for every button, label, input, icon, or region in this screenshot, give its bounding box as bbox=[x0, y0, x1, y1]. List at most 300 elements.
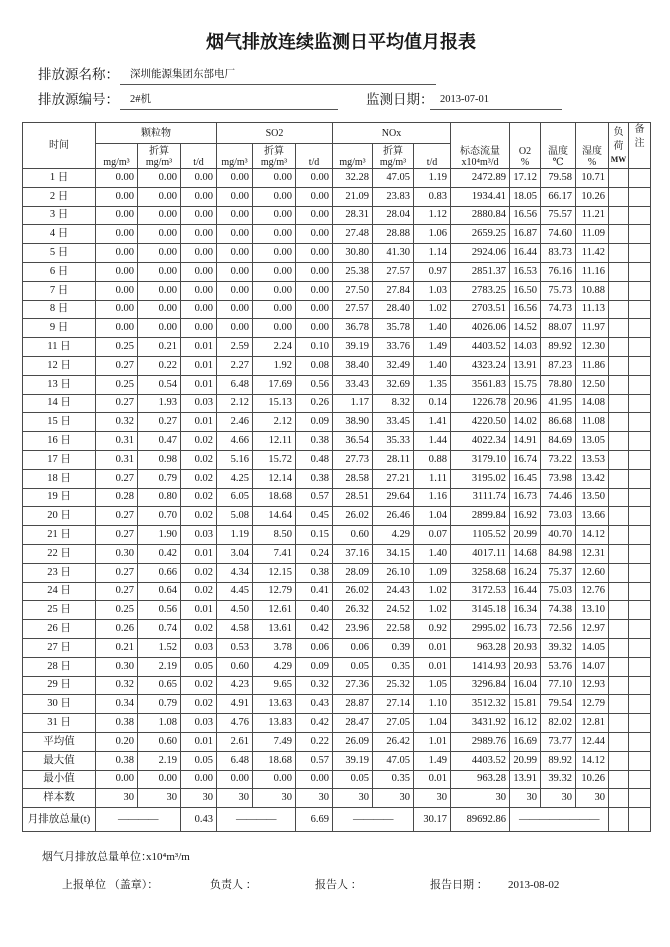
cell-particulate-converted: 1.08 bbox=[138, 714, 181, 733]
cell-particulate-converted: 0.27 bbox=[138, 413, 181, 432]
cell-so2-converted: 12.15 bbox=[253, 563, 296, 582]
row-label: 22 日 bbox=[23, 544, 96, 563]
cell-particulate-mg: 0.00 bbox=[96, 244, 138, 263]
cell-so2-converted: 7.49 bbox=[253, 732, 296, 751]
cell-temperature: 83.73 bbox=[541, 244, 576, 263]
cell-note bbox=[629, 714, 651, 733]
cell-nox-td: 1.11 bbox=[414, 469, 451, 488]
row-label: 8 日 bbox=[23, 300, 96, 319]
monitor-date-label: 监测日期： bbox=[366, 92, 434, 107]
cell-particulate-mg: 0.00 bbox=[96, 319, 138, 338]
cell-so2-mg: 5.16 bbox=[217, 450, 253, 469]
table-row bbox=[23, 300, 651, 319]
cell-nox-converted: 27.05 bbox=[373, 714, 414, 733]
header-nox-mg: mg/m³ bbox=[333, 144, 373, 169]
cell-nox-td: 1.19 bbox=[414, 169, 451, 188]
header-particulate: 颗粒物 bbox=[96, 123, 217, 144]
cell-load bbox=[609, 262, 629, 281]
row-label: 2 日 bbox=[23, 187, 96, 206]
cell-so2-converted: 2.12 bbox=[253, 413, 296, 432]
cell-so2-converted: 12.14 bbox=[253, 469, 296, 488]
cell-particulate-td: 0.01 bbox=[181, 544, 217, 563]
cell-nox-mg: 0.05 bbox=[333, 770, 373, 789]
cell-particulate-mg: 0.31 bbox=[96, 450, 138, 469]
cell-flow: 2924.06 bbox=[451, 244, 510, 263]
cell-temperature: 72.56 bbox=[541, 620, 576, 639]
cell-note bbox=[629, 676, 651, 695]
cell-particulate-converted: 0.64 bbox=[138, 582, 181, 601]
cell-humidity: 11.08 bbox=[576, 413, 609, 432]
cell-nox-mg: 38.90 bbox=[333, 413, 373, 432]
cell-nox-td: 1.02 bbox=[414, 582, 451, 601]
row-label: 最小值 bbox=[23, 770, 96, 789]
tail-dash: ———————— bbox=[510, 808, 609, 832]
cell-humidity: 12.93 bbox=[576, 676, 609, 695]
cell-flow: 3145.18 bbox=[451, 601, 510, 620]
cell-particulate-td: 0.00 bbox=[181, 244, 217, 263]
cell-particulate-mg: 0.30 bbox=[96, 657, 138, 676]
cell-particulate-mg: 30 bbox=[96, 789, 138, 808]
cell-flow: 3431.92 bbox=[451, 714, 510, 733]
cell-so2-mg: 30 bbox=[217, 789, 253, 808]
cell-load bbox=[609, 319, 629, 338]
cell-particulate-mg: 0.27 bbox=[96, 469, 138, 488]
cell-nox-td: 1.49 bbox=[414, 338, 451, 357]
monitor-date-value: 2013-07-01 bbox=[430, 91, 562, 110]
table-row bbox=[23, 714, 651, 733]
cell-load bbox=[609, 413, 629, 432]
cell-particulate-td: 0.03 bbox=[181, 714, 217, 733]
cell-o2: 20.93 bbox=[510, 657, 541, 676]
cell-particulate-td: 0.02 bbox=[181, 450, 217, 469]
cell-o2: 16.56 bbox=[510, 300, 541, 319]
cell-particulate-converted: 0.42 bbox=[138, 544, 181, 563]
cell-so2-mg: 2.46 bbox=[217, 413, 253, 432]
cell-particulate-td: 0.01 bbox=[181, 338, 217, 357]
header-temperature-label: 温度 bbox=[548, 146, 569, 157]
cell-particulate-mg: 0.25 bbox=[96, 375, 138, 394]
cell-so2-converted: 0.00 bbox=[253, 225, 296, 244]
cell-so2-mg: 4.76 bbox=[217, 714, 253, 733]
cell-load bbox=[609, 244, 629, 263]
cell-so2-td: 0.43 bbox=[296, 695, 333, 714]
cell-o2: 13.91 bbox=[510, 770, 541, 789]
cell-particulate-td: 0.03 bbox=[181, 638, 217, 657]
cell-temperature: 84.98 bbox=[541, 544, 576, 563]
cell-load bbox=[609, 695, 629, 714]
table-row bbox=[23, 225, 651, 244]
row-label: 月排放总量(t) bbox=[23, 808, 96, 832]
cell-so2-converted: 2.24 bbox=[253, 338, 296, 357]
header-humidity bbox=[576, 123, 609, 169]
cell-o2: 16.56 bbox=[510, 206, 541, 225]
cell-so2-converted: 13.83 bbox=[253, 714, 296, 733]
cell-so2-converted: 15.72 bbox=[253, 450, 296, 469]
cell-note bbox=[629, 338, 651, 357]
monthly-total-row bbox=[23, 808, 651, 832]
cell-particulate-converted: 2.19 bbox=[138, 751, 181, 770]
cell-so2-converted: 18.68 bbox=[253, 488, 296, 507]
cell-so2-converted: 0.00 bbox=[253, 244, 296, 263]
table-row bbox=[23, 582, 651, 601]
cell-flow: 2995.02 bbox=[451, 620, 510, 639]
cell-flow: 2783.25 bbox=[451, 281, 510, 300]
cell-so2-mg: 1.19 bbox=[217, 526, 253, 545]
cell-temperature: 73.22 bbox=[541, 450, 576, 469]
cell-o2: 16.04 bbox=[510, 676, 541, 695]
header-humidity-unit: % bbox=[587, 157, 597, 168]
cell-particulate-td: 0.01 bbox=[181, 375, 217, 394]
cell-o2: 20.99 bbox=[510, 751, 541, 770]
cell-so2-td: 0.26 bbox=[296, 394, 333, 413]
header-o2 bbox=[510, 123, 541, 169]
cell-temperature: 53.76 bbox=[541, 657, 576, 676]
cell-o2: 16.53 bbox=[510, 262, 541, 281]
cell-nox-converted: 24.43 bbox=[373, 582, 414, 601]
cell-so2-mg: 0.00 bbox=[217, 244, 253, 263]
cell-nox-converted: 8.32 bbox=[373, 394, 414, 413]
cell-so2-td: 0.42 bbox=[296, 714, 333, 733]
cell-temperature: 78.80 bbox=[541, 375, 576, 394]
table-header bbox=[23, 123, 651, 169]
cell-particulate-td: 0.00 bbox=[181, 770, 217, 789]
cell-temperature: 73.03 bbox=[541, 507, 576, 526]
cell-so2-mg: 0.00 bbox=[217, 319, 253, 338]
cell-so2-converted: 8.50 bbox=[253, 526, 296, 545]
cell-nox-mg: 28.51 bbox=[333, 488, 373, 507]
cell-so2-converted: 0.00 bbox=[253, 187, 296, 206]
cell-temperature: 75.73 bbox=[541, 281, 576, 300]
cell-nox-converted: 23.83 bbox=[373, 187, 414, 206]
cell-particulate-converted: 1.52 bbox=[138, 638, 181, 657]
header-particulate-td: t/d bbox=[181, 144, 217, 169]
table-row bbox=[23, 488, 651, 507]
cell-temperature: 74.73 bbox=[541, 300, 576, 319]
header-particulate-mg: mg/m³ bbox=[96, 144, 138, 169]
cell-temperature: 86.68 bbox=[541, 413, 576, 432]
cell-humidity: 12.60 bbox=[576, 563, 609, 582]
cell-o2: 15.81 bbox=[510, 695, 541, 714]
cell-particulate-converted: 0.21 bbox=[138, 338, 181, 357]
cell-so2-mg: 4.58 bbox=[217, 620, 253, 639]
header-so2: SO2 bbox=[217, 123, 333, 144]
table-row bbox=[23, 206, 651, 225]
cell-nox-converted: 47.05 bbox=[373, 751, 414, 770]
cell-nox-td: 1.41 bbox=[414, 413, 451, 432]
row-label: 19 日 bbox=[23, 488, 96, 507]
cell-o2: 13.91 bbox=[510, 356, 541, 375]
cell-flow: 2880.84 bbox=[451, 206, 510, 225]
row-label: 4 日 bbox=[23, 225, 96, 244]
cell-o2: 16.87 bbox=[510, 225, 541, 244]
cell-note bbox=[629, 526, 651, 545]
cell-nox-mg: 26.09 bbox=[333, 732, 373, 751]
cell-nox-td: 1.02 bbox=[414, 601, 451, 620]
cell-so2-td: 0.09 bbox=[296, 657, 333, 676]
cell-o2: 16.73 bbox=[510, 488, 541, 507]
cell-nox-mg: 27.57 bbox=[333, 300, 373, 319]
cell-nox-mg: 27.73 bbox=[333, 450, 373, 469]
cell-particulate-td: 0.00 bbox=[181, 187, 217, 206]
header-time: 时间 bbox=[23, 123, 96, 169]
cell-note bbox=[629, 244, 651, 263]
cell-note bbox=[629, 187, 651, 206]
cell-note bbox=[629, 225, 651, 244]
row-label: 24 日 bbox=[23, 582, 96, 601]
cell-so2-converted: 1.92 bbox=[253, 356, 296, 375]
cell-so2-mg: 4.25 bbox=[217, 469, 253, 488]
cell-load bbox=[609, 714, 629, 733]
cell-flow: 4022.34 bbox=[451, 432, 510, 451]
header-load bbox=[609, 123, 629, 169]
cell-nox-td: 1.12 bbox=[414, 206, 451, 225]
row-label: 27 日 bbox=[23, 638, 96, 657]
cell-humidity: 13.05 bbox=[576, 432, 609, 451]
cell-note bbox=[629, 394, 651, 413]
cell-temperature: 74.38 bbox=[541, 601, 576, 620]
cell-note bbox=[629, 808, 651, 832]
cell-so2-td: 0.10 bbox=[296, 338, 333, 357]
cell-temperature: 87.23 bbox=[541, 356, 576, 375]
cell-o2: 16.44 bbox=[510, 582, 541, 601]
cell-particulate-td: 0.00 bbox=[181, 281, 217, 300]
cell-so2-mg: 0.00 bbox=[217, 262, 253, 281]
cell-flow: 3296.84 bbox=[451, 676, 510, 695]
cell-humidity: 13.42 bbox=[576, 469, 609, 488]
cell-load bbox=[609, 281, 629, 300]
row-label: 5 日 bbox=[23, 244, 96, 263]
row-label: 23 日 bbox=[23, 563, 96, 582]
flow-total: 89692.86 bbox=[451, 808, 510, 832]
cell-temperature: 82.02 bbox=[541, 714, 576, 733]
cell-particulate-mg: 0.34 bbox=[96, 695, 138, 714]
cell-so2-td: 0.00 bbox=[296, 225, 333, 244]
cell-note bbox=[629, 450, 651, 469]
cell-flow: 1934.41 bbox=[451, 187, 510, 206]
cell-nox-td: 1.02 bbox=[414, 300, 451, 319]
table-row bbox=[23, 187, 651, 206]
cell-particulate-converted: 0.98 bbox=[138, 450, 181, 469]
cell-humidity: 10.71 bbox=[576, 169, 609, 188]
header-so2-mg: mg/m³ bbox=[217, 144, 253, 169]
cell-nox-mg: 28.58 bbox=[333, 469, 373, 488]
cell-nox-mg: 28.31 bbox=[333, 206, 373, 225]
cell-particulate-converted: 0.00 bbox=[138, 281, 181, 300]
cell-particulate-td: 0.02 bbox=[181, 695, 217, 714]
cell-nox-td: 0.07 bbox=[414, 526, 451, 545]
cell-so2-converted: 17.69 bbox=[253, 375, 296, 394]
cell-nox-converted: 47.05 bbox=[373, 169, 414, 188]
cell-flow: 1105.52 bbox=[451, 526, 510, 545]
cell-load bbox=[609, 582, 629, 601]
cell-so2-td: 0.09 bbox=[296, 413, 333, 432]
table-row bbox=[23, 676, 651, 695]
cell-nox-converted: 26.42 bbox=[373, 732, 414, 751]
cell-load bbox=[609, 676, 629, 695]
cell-nox-mg: 26.32 bbox=[333, 601, 373, 620]
cell-particulate-td: 0.02 bbox=[181, 563, 217, 582]
cell-nox-converted: 26.46 bbox=[373, 507, 414, 526]
cell-load bbox=[609, 526, 629, 545]
cell-so2-mg: 2.12 bbox=[217, 394, 253, 413]
cell-particulate-mg: 0.00 bbox=[96, 169, 138, 188]
table-row bbox=[23, 319, 651, 338]
cell-particulate-converted: 0.00 bbox=[138, 262, 181, 281]
cell-so2-mg: 2.27 bbox=[217, 356, 253, 375]
cell-o2: 14.52 bbox=[510, 319, 541, 338]
row-label: 1 日 bbox=[23, 169, 96, 188]
cell-humidity: 12.97 bbox=[576, 620, 609, 639]
cell-nox-converted: 33.45 bbox=[373, 413, 414, 432]
cell-o2: 14.91 bbox=[510, 432, 541, 451]
cell-note bbox=[629, 657, 651, 676]
cell-load bbox=[609, 432, 629, 451]
cell-humidity: 12.44 bbox=[576, 732, 609, 751]
cell-nox-converted: 0.35 bbox=[373, 770, 414, 789]
cell-humidity: 10.26 bbox=[576, 187, 609, 206]
total-unit-value: x10⁴m³/m bbox=[146, 851, 190, 863]
cell-load bbox=[609, 808, 629, 832]
cell-so2-mg: 0.00 bbox=[217, 206, 253, 225]
stats-row bbox=[23, 789, 651, 808]
cell-flow: 2851.37 bbox=[451, 262, 510, 281]
header-converted-unit: mg/m³ bbox=[260, 157, 288, 168]
cell-so2-converted: 15.13 bbox=[253, 394, 296, 413]
table-row bbox=[23, 507, 651, 526]
table-row bbox=[23, 620, 651, 639]
cell-so2-mg: 0.53 bbox=[217, 638, 253, 657]
cell-humidity: 12.50 bbox=[576, 375, 609, 394]
cell-flow: 2472.89 bbox=[451, 169, 510, 188]
cell-note bbox=[629, 356, 651, 375]
cell-particulate-converted: 2.19 bbox=[138, 657, 181, 676]
cell-load bbox=[609, 563, 629, 582]
cell-so2-converted: 0.00 bbox=[253, 300, 296, 319]
cell-humidity: 11.21 bbox=[576, 206, 609, 225]
cell-so2-mg: 0.00 bbox=[217, 169, 253, 188]
cell-note bbox=[629, 789, 651, 808]
cell-particulate-mg: 0.00 bbox=[96, 206, 138, 225]
cell-particulate-mg: 0.00 bbox=[96, 187, 138, 206]
cell-so2-td: 0.57 bbox=[296, 751, 333, 770]
cell-so2-td: 0.06 bbox=[296, 638, 333, 657]
cell-particulate-td: 0.02 bbox=[181, 488, 217, 507]
cell-o2: 16.12 bbox=[510, 714, 541, 733]
cell-so2-mg: 3.04 bbox=[217, 544, 253, 563]
cell-nox-mg: 23.96 bbox=[333, 620, 373, 639]
cell-particulate-mg: 0.27 bbox=[96, 507, 138, 526]
cell-so2-mg: 0.00 bbox=[217, 300, 253, 319]
cell-so2-td: 0.00 bbox=[296, 169, 333, 188]
cell-o2: 14.03 bbox=[510, 338, 541, 357]
table-row bbox=[23, 375, 651, 394]
cell-so2-converted: 3.78 bbox=[253, 638, 296, 657]
cell-load bbox=[609, 620, 629, 639]
cell-temperature: 74.60 bbox=[541, 225, 576, 244]
cell-particulate-td: 0.00 bbox=[181, 262, 217, 281]
cell-so2-td: 0.00 bbox=[296, 281, 333, 300]
source-id-value: 2#机 bbox=[120, 91, 338, 110]
cell-humidity: 13.66 bbox=[576, 507, 609, 526]
cell-particulate-td: 0.00 bbox=[181, 319, 217, 338]
cell-humidity: 12.81 bbox=[576, 714, 609, 733]
so2-total-dash: ———— bbox=[217, 808, 296, 832]
cell-particulate-converted: 0.00 bbox=[138, 244, 181, 263]
cell-nox-mg: 28.87 bbox=[333, 695, 373, 714]
cell-particulate-mg: 0.00 bbox=[96, 225, 138, 244]
cell-o2: 16.50 bbox=[510, 281, 541, 300]
cell-so2-mg: 6.05 bbox=[217, 488, 253, 507]
cell-flow: 2659.25 bbox=[451, 225, 510, 244]
cell-so2-mg: 0.00 bbox=[217, 225, 253, 244]
cell-particulate-td: 0.02 bbox=[181, 582, 217, 601]
cell-particulate-td: 0.02 bbox=[181, 620, 217, 639]
cell-flow: 30 bbox=[451, 789, 510, 808]
cell-nox-converted: 27.84 bbox=[373, 281, 414, 300]
header-flow-label: 标态流量 bbox=[460, 146, 501, 157]
cell-so2-td: 0.24 bbox=[296, 544, 333, 563]
cell-o2: 16.74 bbox=[510, 450, 541, 469]
cell-nox-td: 0.88 bbox=[414, 450, 451, 469]
cell-o2: 30 bbox=[510, 789, 541, 808]
cell-so2-converted: 0.00 bbox=[253, 770, 296, 789]
cell-particulate-td: 0.01 bbox=[181, 732, 217, 751]
cell-particulate-converted: 0.79 bbox=[138, 469, 181, 488]
cell-so2-mg: 6.48 bbox=[217, 751, 253, 770]
cell-particulate-td: 30 bbox=[181, 789, 217, 808]
header-nox-converted bbox=[373, 144, 414, 169]
cell-flow: 2899.84 bbox=[451, 507, 510, 526]
cell-so2-converted: 12.11 bbox=[253, 432, 296, 451]
cell-so2-mg: 2.59 bbox=[217, 338, 253, 357]
cell-so2-mg: 6.48 bbox=[217, 375, 253, 394]
cell-flow: 963.28 bbox=[451, 770, 510, 789]
header-note bbox=[629, 123, 651, 169]
cell-humidity: 12.31 bbox=[576, 544, 609, 563]
row-label: 平均值 bbox=[23, 732, 96, 751]
cell-nox-converted: 27.57 bbox=[373, 262, 414, 281]
cell-particulate-mg: 0.25 bbox=[96, 338, 138, 357]
cell-nox-mg: 26.02 bbox=[333, 507, 373, 526]
cell-flow: 3561.83 bbox=[451, 375, 510, 394]
cell-flow: 2703.51 bbox=[451, 300, 510, 319]
row-label: 28 日 bbox=[23, 657, 96, 676]
cell-load bbox=[609, 488, 629, 507]
cell-humidity: 13.53 bbox=[576, 450, 609, 469]
cell-nox-td: 30 bbox=[414, 789, 451, 808]
cell-load bbox=[609, 187, 629, 206]
cell-nox-td: 1.09 bbox=[414, 563, 451, 582]
header-humidity-label: 湿度 bbox=[582, 146, 603, 157]
cell-note bbox=[629, 563, 651, 582]
cell-so2-mg: 4.45 bbox=[217, 582, 253, 601]
cell-so2-converted: 0.00 bbox=[253, 169, 296, 188]
cell-particulate-td: 0.02 bbox=[181, 507, 217, 526]
table-row bbox=[23, 262, 651, 281]
cell-particulate-mg: 0.32 bbox=[96, 676, 138, 695]
cell-load bbox=[609, 300, 629, 319]
cell-o2: 20.93 bbox=[510, 638, 541, 657]
cell-particulate-converted: 0.00 bbox=[138, 187, 181, 206]
cell-so2-td: 0.15 bbox=[296, 526, 333, 545]
header-row-groups bbox=[23, 123, 651, 144]
cell-nox-td: 0.92 bbox=[414, 620, 451, 639]
header-converted-label: 折算 bbox=[383, 146, 404, 157]
cell-flow: 4026.06 bbox=[451, 319, 510, 338]
cell-load bbox=[609, 169, 629, 188]
cell-particulate-mg: 0.21 bbox=[96, 638, 138, 657]
row-label: 最大值 bbox=[23, 751, 96, 770]
